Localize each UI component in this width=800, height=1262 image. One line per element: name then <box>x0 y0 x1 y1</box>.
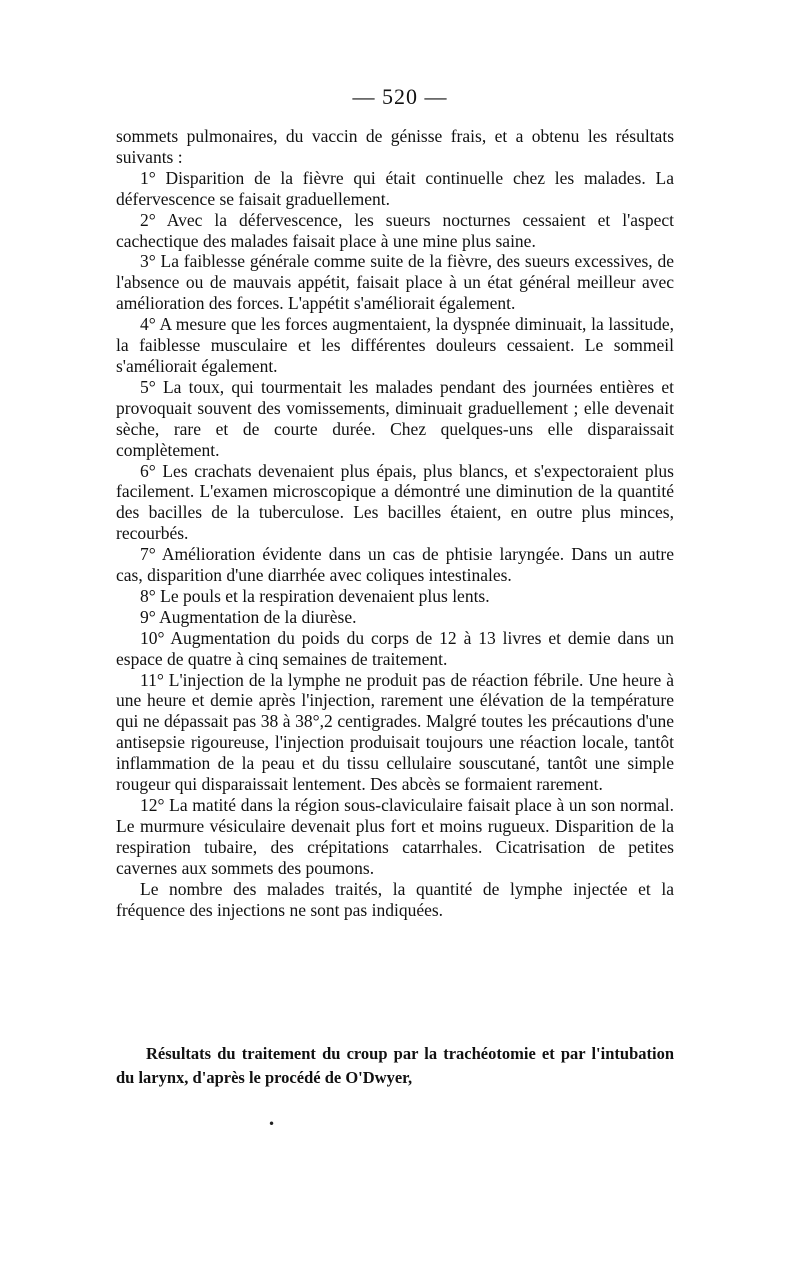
section-heading-text: Résultats du traitement du croup par la trachéotomie et par l'intubation du larynx, d'après le procédé de O'Dwyer, <box>116 1044 674 1087</box>
paragraph-item-3: 3° La faiblesse générale comme suite de la fièvre, des sueurs excessives, de l'absence ou de mauvais appétit, faisait place à un état général meilleur avec amélioration des forces. L'appétit s'améliorait également. <box>116 251 674 314</box>
paragraph-item-7: 7° Amélioration évidente dans un cas de phtisie laryngée. Dans un autre cas, disparition d'une diarrhée avec coliques intestinales. <box>116 544 674 586</box>
printer-mark: • <box>268 1117 276 1131</box>
paragraph-item-10: 10° Augmentation du poids du corps de 12 à 13 livres et demie dans un espace de quatre à cinq semaines de traitement. <box>116 627 674 669</box>
page-number: — 520 — <box>352 84 448 109</box>
paragraph-item-11: 11° L'injection de la lymphe ne produit pas de réaction fébrile. Une heure à une heure et demie après l'injection, rarement une élévation de la température qui ne dépassait pas 38 à 38°,2 centigrades. Malgré toutes les précautions d'une antisepsie rigoureuse, l'injection produisait toujours une réaction locale, tantôt inflammation de la peau et du tissu cellulaire souscutané, tantôt une simple rougeur qui disparaissait lentement. Des abcès se formaient rarement. <box>116 669 674 795</box>
paragraph-item-2: 2° Avec la défervescence, les sueurs nocturnes cessaient et l'aspect cachectique des malades faisait place à une mine plus saine. <box>116 209 674 251</box>
paragraph-closing: Le nombre des malades traités, la quantité de lymphe injectée et la fréquence des injections ne sont pas indiquées. <box>116 878 674 920</box>
paragraph-item-12: 12° La matité dans la région sous-claviculaire faisait place à un son normal. Le murmure vésiculaire devenait plus fort et moins rugueux. Disparition de la respiration tubaire, des crépitations catarrhales. Cicatrisation de petites cavernes aux sommets des poumons. <box>116 795 674 878</box>
paragraph-intro: sommets pulmonaires, du vaccin de génisse frais, et a obtenu les résultats suivants : <box>116 126 674 167</box>
paragraph-item-5: 5° La toux, qui tourmentait les malades pendant des journées entières et provoquait souvent des vomissements, diminuait graduellement ; elle devenait sèche, rare et de courte durée. Chez quelques-uns elle disparaissait complètement. <box>116 376 674 460</box>
paragraph-item-8: 8° Le pouls et la respiration devenaient plus lents. <box>140 585 490 606</box>
paragraph-item-4: 4° A mesure que les forces augmentaient, la dyspnée diminuait, la lassitude, la faiblesse musculaire et les différentes douleurs cessaient. Le sommeil s'améliorait également. <box>116 314 674 376</box>
paragraph-item-9: 9° Augmentation de la diurèse. <box>140 606 357 627</box>
body-text <box>116 126 674 920</box>
paragraph-item-6: 6° Les crachats devenaient plus épais, plus blancs, et s'expectoraient plus facilement. L'examen microscopique a démontré une diminution de la quantité des bacilles de la tuberculose. Les bacilles étaient, en outre plus minces, recourbés. <box>116 460 674 544</box>
section-heading <box>116 1042 674 1090</box>
paragraph-item-1: 1° Disparition de la fièvre qui était continuelle chez les malades. La défervescence se faisait graduellement. <box>116 167 674 209</box>
